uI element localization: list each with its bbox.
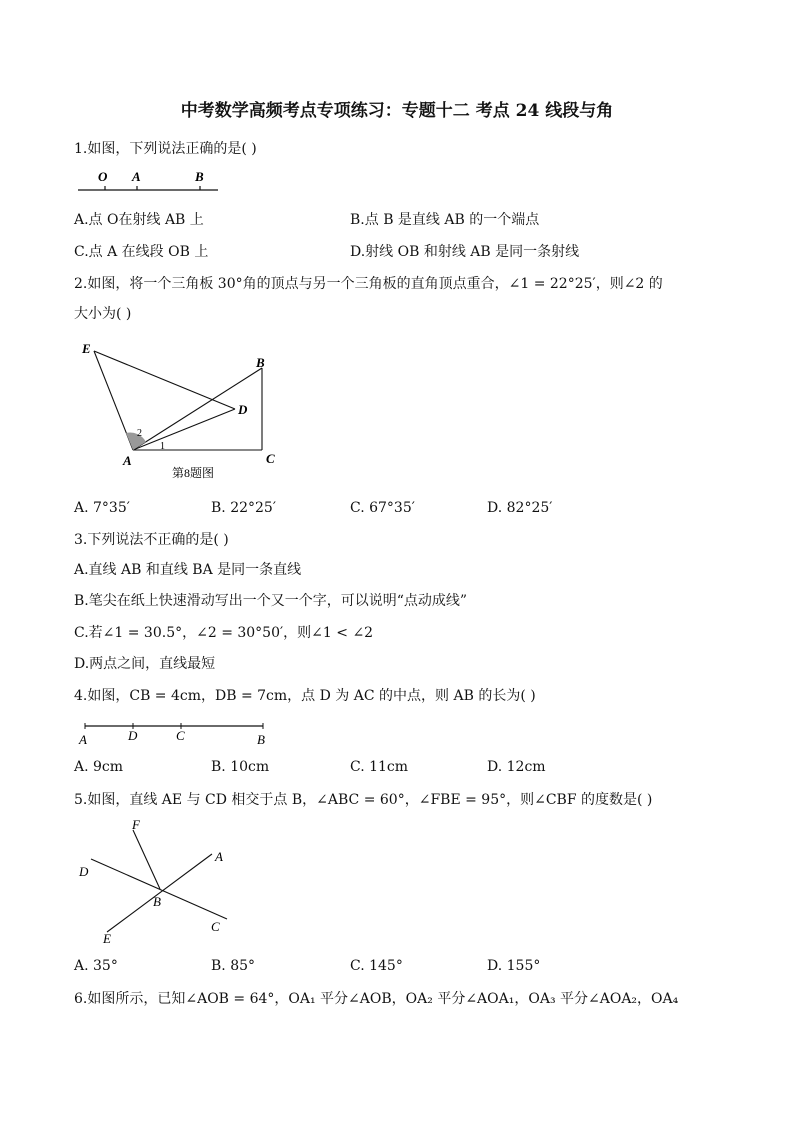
q4-label-c: C xyxy=(176,728,185,743)
q2-label-2: 2 xyxy=(137,428,142,439)
q5-label-a: A xyxy=(215,849,223,864)
q3-option-c[interactable]: C.若∠1 = 30.5°，∠2 = 30°50′，则∠1 < ∠2 xyxy=(74,625,374,641)
q2-label-1: 1 xyxy=(160,441,165,452)
q4-option-d[interactable]: D. 12cm xyxy=(487,759,546,775)
q5-figure xyxy=(70,815,240,950)
q5-label-c: C xyxy=(211,919,220,934)
q5-line-ae xyxy=(107,854,212,932)
q5-stem: 5.如图，直线 AE 与 CD 相交于点 B，∠ABC = 60°，∠FBE = 95°，则∠CBF 的度数是( ) xyxy=(74,792,653,808)
q1-label-o: O xyxy=(98,169,108,184)
q2-option-c[interactable]: C. 67°35′ xyxy=(350,500,415,516)
q5-option-b[interactable]: B. 85° xyxy=(211,958,256,974)
q2-option-d[interactable]: D. 82°25′ xyxy=(487,500,553,516)
q4-figure xyxy=(72,714,272,748)
q5-option-d[interactable]: D. 155° xyxy=(487,958,541,974)
q2-label-c: C xyxy=(266,451,275,466)
q2-label-b: B xyxy=(256,355,265,370)
q5-label-f: F xyxy=(132,817,140,832)
q4-option-b[interactable]: B. 10cm xyxy=(211,759,270,775)
q5-label-e: E xyxy=(103,931,111,946)
q5-label-d: D xyxy=(79,864,89,879)
q4-label-a: A xyxy=(79,732,87,747)
q5-label-b: B xyxy=(153,894,161,909)
q1-option-a[interactable]: A.点 O在射线 AB 上 xyxy=(74,212,204,228)
q4-option-c[interactable]: C. 11cm xyxy=(350,759,409,775)
q1-option-c[interactable]: C.点 A 在线段 OB 上 xyxy=(74,244,209,260)
q5-option-a[interactable]: A. 35° xyxy=(74,958,118,974)
q5-line-cd xyxy=(91,859,227,919)
q1-label-b: B xyxy=(195,169,204,184)
q1-stem: 1.如图，下列说法正确的是( ) xyxy=(74,141,257,157)
q2-label-a: A xyxy=(123,453,132,468)
q1-label-a: A xyxy=(132,169,141,184)
q2-stem-line2: 大小为( ) xyxy=(74,306,132,322)
q2-option-a[interactable]: A. 7°35′ xyxy=(74,500,130,516)
q1-option-d[interactable]: D.射线 OB 和射线 AB 是同一条射线 xyxy=(350,244,580,260)
q4-label-b: B xyxy=(257,732,265,747)
page-title: 中考数学高频考点专项练习：专题十二 考点 24 线段与角 xyxy=(180,101,614,121)
q6-stem: 6.如图所示，已知∠AOB = 64°，OA₁ 平分∠AOB，OA₂ 平分∠AOA₁，OA₃ 平分∠AOA₂，OA₄ xyxy=(74,991,679,1007)
q2-figure xyxy=(70,335,290,485)
q2-stem-line1: 2.如图，将一个三角板 30°角的顶点与另一个三角板的直角顶点重合，∠1 = 22°25′，则∠2 的 xyxy=(74,276,663,292)
q2-figure-caption: 第8题图 xyxy=(172,466,215,480)
q1-figure xyxy=(70,164,230,198)
q3-stem: 3.下列说法不正确的是( ) xyxy=(74,532,229,548)
q4-option-a[interactable]: A. 9cm xyxy=(74,759,124,775)
q3-option-b[interactable]: B.笔尖在纸上快速滑动写出一个又一个字，可以说明“点动成线” xyxy=(74,593,468,609)
q4-label-d: D xyxy=(128,728,138,743)
q5-option-c[interactable]: C. 145° xyxy=(350,958,403,974)
q1-option-b[interactable]: B.点 B 是直线 AB 的一个端点 xyxy=(350,212,540,228)
q4-stem: 4.如图，CB = 4cm，DB = 7cm，点 D 为 AC 的中点，则 AB 的长为( ) xyxy=(74,688,536,704)
q3-option-d[interactable]: D.两点之间，直线最短 xyxy=(74,656,216,672)
q5-ray-bf xyxy=(133,830,160,889)
q2-option-b[interactable]: B. 22°25′ xyxy=(211,500,276,516)
q3-option-a[interactable]: A.直线 AB 和直线 BA 是同一条直线 xyxy=(74,562,302,578)
q2-label-d: D xyxy=(238,402,248,417)
q2-label-e: E xyxy=(82,341,91,356)
